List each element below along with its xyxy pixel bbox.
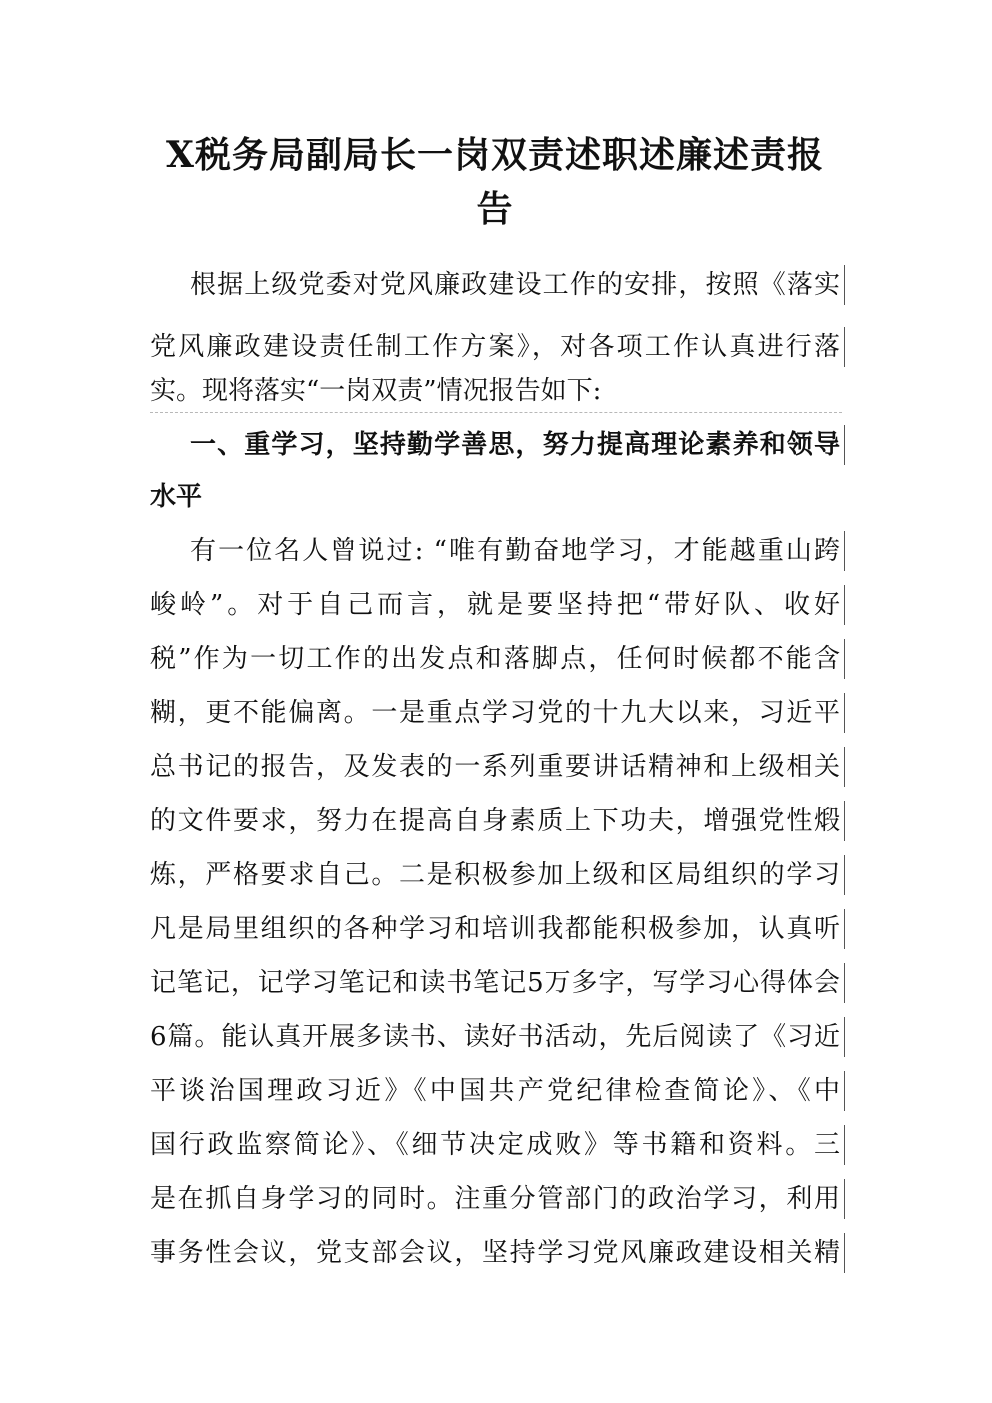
section-divider: [150, 412, 842, 413]
margin-marker: [844, 1233, 845, 1273]
margin-marker: [844, 855, 845, 895]
body-line-10: 6篇。能认真开展多读书、读好书活动，先后阅读了《习近: [150, 1022, 840, 1052]
body-line-1: 有一位名人曾说过: “唯有勤奋地学习，才能越重山跨: [190, 536, 840, 566]
margin-marker: [844, 639, 845, 679]
intro-line-1: 根据上级党委对党风廉政建设工作的安排，按照《落实: [190, 270, 840, 300]
margin-marker: [844, 1017, 845, 1057]
margin-marker: [844, 963, 845, 1003]
body-line-7: 炼，严格要求自己。二是积极参加上级和区局组织的学习: [150, 860, 840, 890]
margin-marker: [844, 265, 845, 305]
margin-marker: [844, 1125, 845, 1165]
intro-line-2: 党风廉政建设责任制工作方案》，对各项工作认真进行落: [150, 332, 840, 362]
body-line-5: 总书记的报告，及发表的一系列重要讲话精神和上级相关: [150, 752, 840, 782]
margin-marker: [844, 1179, 845, 1219]
section-heading-1-line-2: 水平: [150, 482, 203, 512]
body-line-6: 的文件要求，努力在提高自身素质上下功夫，增强党性煅: [150, 806, 840, 836]
margin-marker: [844, 747, 845, 787]
margin-marker: [844, 327, 845, 367]
margin-marker: [844, 909, 845, 949]
body-line-14: 事务性会议，党支部会议，坚持学习党风廉政建设相关精: [150, 1238, 840, 1268]
intro-line-3: 实。现将落实“一岗双责”情况报告如下:: [150, 376, 602, 406]
body-line-11: 平谈治国理政习近》《中国共产党纪律检查简论》、《中: [150, 1076, 840, 1106]
margin-marker: [844, 1071, 845, 1111]
margin-marker: [844, 693, 845, 733]
body-line-2: 峻岭”。对于自己而言，就是要坚持把“带好队、收好: [150, 590, 840, 620]
body-line-8: 凡是局里组织的各种学习和培训我都能积极参加，认真听: [150, 914, 840, 944]
body-line-9: 记笔记，记学习笔记和读书笔记5万多字，写学习心得体会: [150, 968, 840, 998]
body-line-4: 糊，更不能偏离。一是重点学习党的十九大以来，习近平: [150, 698, 840, 728]
document-title-line-1: X税务局副局长一岗双责述职述廉述责报: [166, 134, 824, 176]
document-title-line-2: 告: [476, 188, 514, 230]
margin-marker: [844, 801, 845, 841]
body-line-3: 税”作为一切工作的出发点和落脚点，任何时候都不能含: [150, 644, 840, 674]
margin-marker: [844, 531, 845, 571]
margin-marker: [844, 425, 845, 465]
margin-marker: [844, 585, 845, 625]
body-line-13: 是在抓自身学习的同时。注重分管部门的政治学习，利用: [150, 1184, 840, 1214]
section-heading-1-line-1: 一、重学习，坚持勤学善思，努力提高理论素养和领导: [190, 430, 840, 460]
body-line-12: 国行政监察简论》、《细节决定成败》等书籍和资料。三: [150, 1130, 840, 1160]
